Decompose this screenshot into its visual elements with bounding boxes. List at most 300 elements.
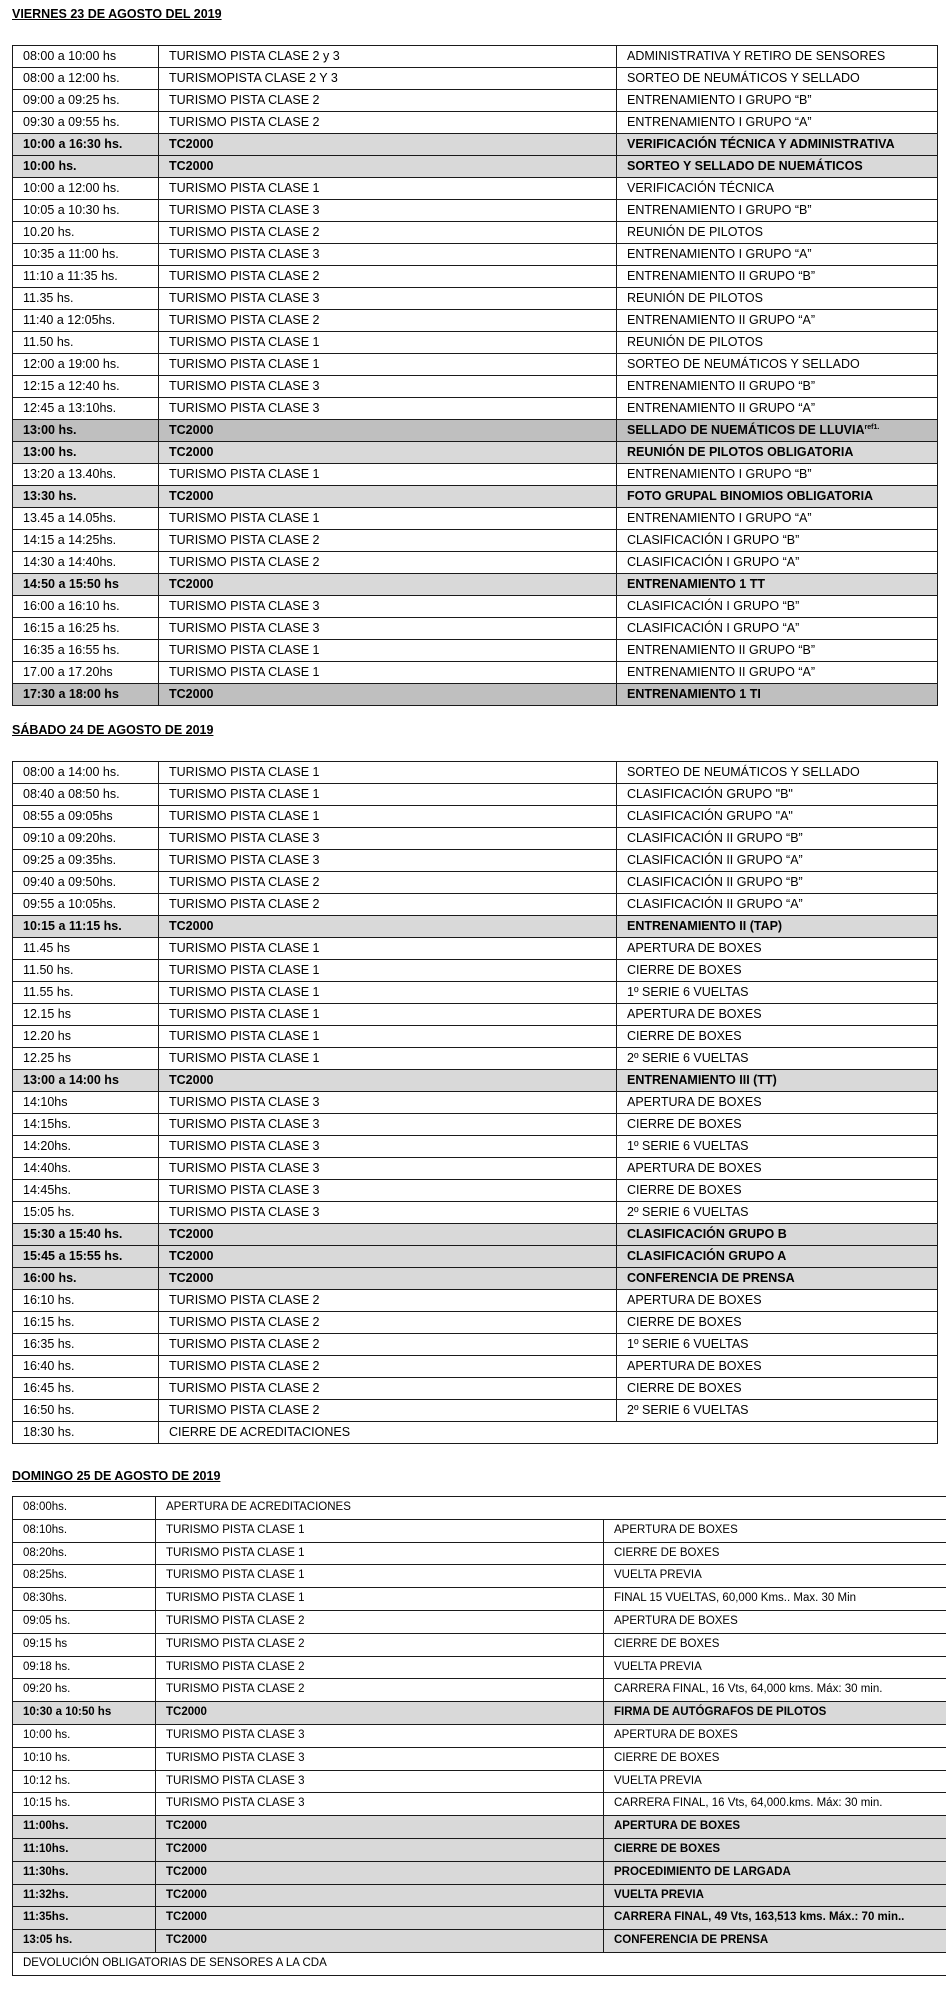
category-cell-text: TURISMO PISTA CLASE 2 [169,93,320,107]
activity-cell [604,1838,946,1861]
day-title-viernes: VIERNES 23 DE AGOSTO DEL 2019 [12,7,222,21]
category-cell [159,1290,617,1312]
time-cell [13,1246,159,1268]
category-cell-text: TURISMO PISTA CLASE 1 [169,787,320,801]
activity-cell [617,916,938,938]
time-cell-text: 15:45 a 15:55 hs. [23,1249,123,1263]
category-cell-text: TURISMO PISTA CLASE 2 [166,1660,305,1673]
time-cell [13,1542,156,1565]
time-cell-text: 16:15 a 16:25 hs. [23,621,120,635]
time-cell-text: 08:00 a 10:00 hs [23,49,117,63]
activity-cell-text: APERTURA DE BOXES [614,1820,741,1833]
category-cell-text: TURISMO PISTA CLASE 2 [166,1614,305,1627]
activity-cell-text: CIERRE DE BOXES [627,963,742,977]
time-cell-text: 12:15 a 12:40 hs. [23,379,120,393]
time-cell-text: 08:30hs. [23,1592,68,1605]
time-cell-text: 13:00 a 14:00 hs [23,1073,119,1087]
time-cell [13,1884,156,1907]
activity-cell-text: APERTURA DE BOXES [627,1007,762,1021]
activity-cell [617,1136,938,1158]
schedule-row [13,1268,938,1290]
category-cell-text: TURISMO PISTA CLASE 1 [169,511,320,525]
schedule-row [13,398,938,420]
schedule-row [13,1907,946,1930]
activity-cell [617,596,938,618]
time-cell [13,1861,156,1884]
schedule-row [13,266,938,288]
category-cell-text: TC2000 [169,1227,214,1241]
activity-cell [617,134,938,156]
schedule-row [13,1114,938,1136]
time-cell-text: 13:30 hs. [23,489,77,503]
time-cell [13,266,159,288]
category-cell-text: TURISMO PISTA CLASE 2 [169,1359,320,1373]
activity-cell-text: CIERRE DE BOXES [614,1546,720,1559]
category-cell [159,894,617,916]
time-cell-text: 10:15 hs. [23,1797,71,1810]
category-cell [159,828,617,850]
category-cell-text: TURISMO PISTA CLASE 1 [166,1546,305,1559]
activity-cell [617,266,938,288]
activity-cell [604,1633,946,1656]
category-cell [159,1136,617,1158]
schedule-row [13,640,938,662]
category-cell [156,1747,604,1770]
activity-cell [604,1610,946,1633]
time-cell-text: 16:50 hs. [23,1403,75,1417]
schedule-row [13,1610,946,1633]
category-cell [159,1268,617,1290]
time-cell-text: 16:35 hs. [23,1337,75,1351]
schedule-row [13,1679,946,1702]
category-cell [159,662,617,684]
time-cell-text: 14:40hs. [23,1161,71,1175]
time-cell [13,310,159,332]
activity-cell [617,68,938,90]
time-cell-text: 16:10 hs. [23,1293,75,1307]
time-cell [13,1334,159,1356]
activity-cell-text: SELLADO DE NUEMÁTICOS DE LLUVIA [627,423,865,437]
schedule-row [13,1952,946,1975]
schedule-row [13,530,938,552]
category-cell-text: TURISMO PISTA CLASE 2 [166,1683,305,1696]
activity-cell-text: ADMINISTRATIVA Y RETIRO DE SENSORES [627,49,886,63]
category-cell-text: TURISMO PISTA CLASE 3 [169,1117,320,1131]
time-cell [13,1026,159,1048]
schedule-row [13,1656,946,1679]
time-cell-text: 10:00 hs. [23,1728,71,1741]
time-cell [13,244,159,266]
activity-cell [617,156,938,178]
activity-cell [604,1861,946,1884]
time-cell-text: 15:05 hs. [23,1205,75,1219]
activity-cell-text: CIERRE DE BOXES [614,1637,720,1650]
activity-cell-text: VUELTA PREVIA [614,1569,702,1582]
time-cell-text: 16:00 hs. [23,1271,77,1285]
activity-cell [617,1026,938,1048]
time-cell [13,1793,156,1816]
schedule-row [13,1224,938,1246]
activity-cell-text: REUNIÓN DE PILOTOS [627,335,763,349]
category-cell-text: TC2000 [169,919,214,933]
activity-cell-text: CIERRE DE BOXES [614,1751,720,1764]
activity-cell [617,1246,938,1268]
category-cell [159,596,617,618]
category-cell [156,1793,604,1816]
category-cell [156,1770,604,1793]
schedule-row [13,1838,946,1861]
time-cell [13,894,159,916]
schedule-row [13,486,938,508]
time-cell-text: 12.20 hs [23,1029,71,1043]
schedule-row [13,828,938,850]
activity-cell [617,310,938,332]
activity-cell [617,1114,938,1136]
activity-cell-text: CLASIFICACIÓN I GRUPO “A” [627,621,800,635]
category-cell-text: TURISMO PISTA CLASE 2 [169,1337,320,1351]
time-cell [13,112,159,134]
category-cell [159,464,617,486]
activity-cell [617,762,938,784]
schedule-row [13,1816,946,1839]
time-cell [13,574,159,596]
activity-cell [617,1224,938,1246]
time-cell-text: 11.50 hs. [23,335,74,349]
time-cell-text: 11:00hs. [23,1820,69,1833]
activity-cell [617,828,938,850]
category-cell-text: CIERRE DE ACREDITACIONES [169,1425,351,1439]
category-cell-text: TURISMO PISTA CLASE 1 [169,765,320,779]
time-cell-text: 10:35 a 11:00 hs. [23,247,119,261]
schedule-row [13,618,938,640]
time-cell-text: 13:05 hs. [23,1934,73,1947]
category-cell-text: TURISMO PISTA CLASE 1 [169,467,320,481]
schedule-row [13,1422,938,1444]
schedule-row [13,442,938,464]
time-cell [13,90,159,112]
activity-cell [617,982,938,1004]
category-cell [159,1202,617,1224]
schedule-row [13,872,938,894]
activity-cell [617,1356,938,1378]
time-cell-text: 11.45 hs [23,941,71,955]
category-cell [159,222,617,244]
activity-cell-text: APERTURA DE BOXES [614,1523,738,1536]
category-cell-text: TURISMO PISTA CLASE 3 [169,291,320,305]
activity-cell [617,1268,938,1290]
category-cell [159,1334,617,1356]
activity-cell [617,288,938,310]
activity-cell-text: CLASIFICACIÓN II GRUPO “B” [627,875,803,889]
time-cell-text: 10:12 hs. [23,1774,71,1787]
time-cell [13,982,159,1004]
category-cell [159,376,617,398]
schedule-row [13,1180,938,1202]
footnote-ref: ref1. [864,423,880,431]
category-cell [156,1702,604,1725]
time-cell-text: 14:50 a 15:50 hs [23,577,119,591]
category-cell [159,486,617,508]
category-cell [159,916,617,938]
schedule-row [13,1312,938,1334]
activity-cell-text: APERTURA DE BOXES [627,941,762,955]
category-cell [159,68,617,90]
time-cell [13,1702,156,1725]
activity-cell [617,784,938,806]
time-cell-text: 12.15 hs [23,1007,71,1021]
time-cell-text: 16:35 a 16:55 hs. [23,643,120,657]
category-cell [159,938,617,960]
category-cell-text: TURISMO PISTA CLASE 2 [169,115,320,129]
note-cell [13,1952,946,1975]
time-cell [13,1519,156,1542]
activity-cell-text: CLASIFICACIÓN GRUPO A [627,1249,787,1263]
schedule-row [13,1633,946,1656]
time-cell-text: 14:15 a 14:25hs. [23,533,117,547]
time-cell-text: 17:30 a 18:00 hs [23,687,119,701]
category-cell-text: TC2000 [169,137,214,151]
activity-cell-text: ENTRENAMIENTO 1 TI [627,687,761,701]
schedule-row [13,1770,946,1793]
category-cell [159,762,617,784]
schedule-row [13,90,938,112]
activity-cell-text: VERIFICACIÓN TÉCNICA [627,181,775,195]
schedule-row [13,960,938,982]
category-cell [156,1656,604,1679]
time-cell [13,872,159,894]
activity-cell-text: ENTRENAMIENTO I GRUPO “A” [627,511,812,525]
category-cell-text: TURISMO PISTA CLASE 1 [169,643,320,657]
activity-cell [617,222,938,244]
category-cell [159,156,617,178]
category-cell-text: TC2000 [166,1911,207,1924]
activity-cell [617,244,938,266]
time-cell-text: 08:20hs. [23,1546,68,1559]
time-cell-text: 10:00 a 12:00 hs. [23,181,120,195]
activity-cell [617,1070,938,1092]
time-cell-text: 10:00 a 16:30 hs. [23,137,123,151]
category-cell-text: TURISMO PISTA CLASE 3 [169,621,320,635]
activity-cell [617,376,938,398]
time-cell [13,1930,156,1953]
schedule-row [13,1356,938,1378]
category-cell-text: TURISMO PISTA CLASE 2 [166,1637,305,1650]
time-cell [13,552,159,574]
time-cell [13,1816,156,1839]
time-cell [13,828,159,850]
category-cell-text: TURISMO PISTA CLASE 1 [169,335,320,349]
category-cell [156,1588,604,1611]
time-cell [13,1136,159,1158]
time-cell [13,1202,159,1224]
category-cell-text: TC2000 [166,1865,207,1878]
time-cell-text: 10:10 hs. [23,1751,71,1764]
time-cell [13,288,159,310]
schedule-row [13,68,938,90]
category-cell-text: TURISMO PISTA CLASE 2 [169,1315,320,1329]
category-cell-text: TURISMO PISTA CLASE 1 [169,963,320,977]
category-cell [159,1026,617,1048]
activity-cell-text: FOTO GRUPAL BINOMIOS OBLIGATORIA [627,489,874,503]
schedule-row [13,1793,946,1816]
time-cell-text: 11:30hs. [23,1865,69,1878]
time-cell-text: 08:10hs. [23,1523,68,1536]
activity-cell-text: APERTURA DE BOXES [627,1095,762,1109]
activity-cell-text: CONFERENCIA DE PRENSA [627,1271,795,1285]
time-cell [13,1092,159,1114]
activity-cell-text: 1º SERIE 6 VUELTAS [627,985,749,999]
category-cell [156,1565,604,1588]
time-cell-text: 08:00 a 12:00 hs. [23,71,120,85]
activity-cell-text: SORTEO DE NEUMÁTICOS Y SELLADO [627,71,860,85]
day-title-domingo: DOMINGO 25 DE AGOSTO DE 2019 [12,1469,221,1483]
category-cell-text: TURISMO PISTA CLASE 1 [169,181,320,195]
time-cell [13,464,159,486]
category-cell [159,1092,617,1114]
activity-cell [617,806,938,828]
category-cell [159,960,617,982]
category-cell-text: TC2000 [166,1888,207,1901]
time-cell [13,178,159,200]
schedule-row [13,1724,946,1747]
time-cell-text: 08:25hs. [23,1569,68,1582]
category-cell-text: TURISMO PISTA CLASE 1 [169,941,320,955]
time-cell [13,684,159,706]
schedule-row [13,332,938,354]
time-cell [13,1268,159,1290]
activity-cell-text: CARRERA FINAL, 16 Vts, 64,000.kms. Máx: 30 min. [614,1797,883,1810]
time-cell [13,156,159,178]
category-cell [159,200,617,222]
time-cell [13,508,159,530]
activity-cell [604,1884,946,1907]
schedule-row [13,222,938,244]
schedule-row [13,1930,946,1953]
category-cell-text: TURISMO PISTA CLASE 2 [169,533,320,547]
schedule-table-domingo [12,1496,946,1976]
schedule-row [13,134,938,156]
category-cell [159,684,617,706]
time-cell [13,1180,159,1202]
category-cell-text: TURISMO PISTA CLASE 1 [166,1569,305,1582]
category-cell-text: TURISMO PISTA CLASE 1 [166,1592,305,1605]
schedule-row [13,762,938,784]
time-cell [13,1048,159,1070]
activity-cell-text: SORTEO Y SELLADO DE NUEMÁTICOS [627,159,863,173]
time-cell [13,1158,159,1180]
schedule-row [13,1747,946,1770]
activity-cell-text: ENTRENAMIENTO III (TT) [627,1073,777,1087]
time-cell-text: 10:15 a 11:15 hs. [23,919,122,933]
time-cell [13,1724,156,1747]
activity-cell-text: VUELTA PREVIA [614,1774,702,1787]
activity-cell [604,1770,946,1793]
category-cell-text: TURISMO PISTA CLASE 2 y 3 [169,49,340,63]
category-cell [159,1400,617,1422]
schedule-row [13,1048,938,1070]
activity-cell-text: ENTRENAMIENTO 1 TT [627,577,765,591]
activity-cell-text: CLASIFICACIÓN GRUPO B [627,1227,787,1241]
category-cell [156,1907,604,1930]
time-cell-text: 09:20 hs. [23,1683,71,1696]
category-cell [159,1224,617,1246]
schedule-row [13,1861,946,1884]
activity-cell [617,90,938,112]
schedule-row [13,552,938,574]
category-cell [159,640,617,662]
time-cell-text: 11.55 hs. [23,985,74,999]
time-cell-text: 13:00 hs. [23,423,77,437]
activity-cell [617,530,938,552]
time-cell-text: 10:00 hs. [23,159,77,173]
activity-cell [617,1290,938,1312]
time-cell-text: 09:05 hs. [23,1614,71,1627]
category-cell-text: TURISMO PISTA CLASE 3 [169,247,320,261]
time-cell [13,850,159,872]
schedule-row [13,1565,946,1588]
schedule-row [13,784,938,806]
category-cell [159,398,617,420]
time-cell-text: 13.45 a 14.05hs. [23,511,117,525]
category-cell-text: TC2000 [169,1249,214,1263]
schedule-row [13,574,938,596]
category-cell [159,574,617,596]
time-cell-text: 11.35 hs. [23,291,74,305]
schedule-row [13,1334,938,1356]
category-cell-text: TC2000 [166,1842,207,1855]
schedule-row [13,1400,938,1422]
category-cell [159,982,617,1004]
day-title-sabado: SÁBADO 24 DE AGOSTO DE 2019 [12,723,214,737]
time-cell [13,1907,156,1930]
category-cell [159,1422,938,1444]
schedule-row [13,1497,946,1520]
category-cell [159,1312,617,1334]
time-cell [13,1422,159,1444]
category-cell [159,420,617,442]
category-cell [159,1048,617,1070]
activity-cell-text: REUNIÓN DE PILOTOS OBLIGATORIA [627,445,854,459]
schedule-row [13,464,938,486]
time-cell [13,1070,159,1092]
time-cell [13,662,159,684]
category-cell-text: TURISMO PISTA CLASE 1 [166,1523,305,1536]
time-cell-text: 09:18 hs. [23,1660,71,1673]
schedule-row [13,850,938,872]
category-cell [156,1838,604,1861]
category-cell-text: TURISMO PISTA CLASE 3 [169,203,320,217]
schedule-row [13,1136,938,1158]
category-cell [159,784,617,806]
activity-cell [617,112,938,134]
category-cell [156,1884,604,1907]
category-cell-text: TURISMO PISTA CLASE 3 [169,1161,320,1175]
activity-cell-text: VERIFICACIÓN TÉCNICA Y ADMINISTRATIVA [627,137,895,151]
schedule-row [13,1542,946,1565]
category-cell-text: TURISMO PISTA CLASE 2 [169,875,320,889]
schedule-row [13,662,938,684]
schedule-row [13,178,938,200]
activity-cell [617,1048,938,1070]
time-cell-text: 12:00 a 19:00 hs. [23,357,120,371]
time-cell-text: 10:05 a 10:30 hs. [23,203,120,217]
activity-cell-text: ENTRENAMIENTO II GRUPO “A” [627,665,815,679]
activity-cell-text: APERTURA DE BOXES [614,1728,738,1741]
activity-cell [617,1158,938,1180]
category-cell [156,1930,604,1953]
time-cell-text: 16:45 hs. [23,1381,75,1395]
time-cell-text: 11:10 a 11:35 hs. [23,269,118,283]
